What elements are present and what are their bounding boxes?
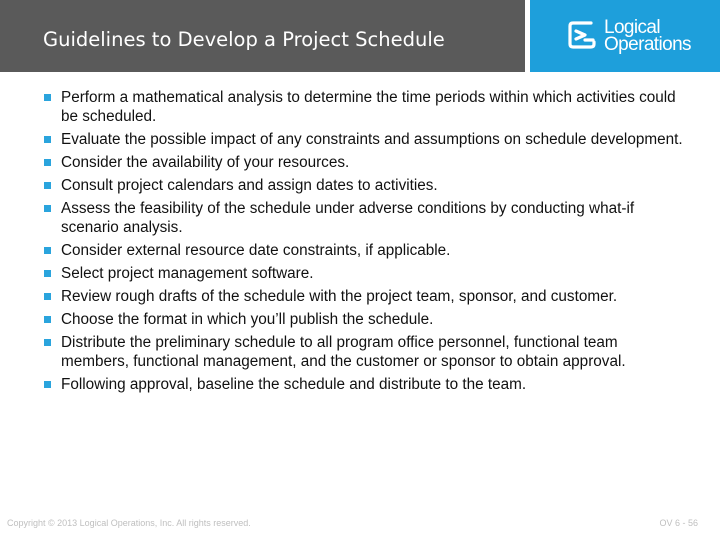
bullet-square-icon [44, 247, 51, 254]
page-number: OV 6 - 56 [659, 518, 698, 528]
bullet-square-icon [44, 94, 51, 101]
bullet-square-icon [44, 339, 51, 346]
bullet-square-icon [44, 159, 51, 166]
bullet-text: Following approval, baseline the schedule and distribute to the team. [61, 376, 527, 393]
list-item [43, 333, 683, 371]
bullet-text: Consult project calendars and assign dates to activities. [61, 177, 438, 194]
list-item [43, 153, 683, 172]
bullet-text: Consider the availability of your resources. [61, 154, 350, 171]
bullet-list [43, 88, 683, 398]
list-item [43, 287, 683, 306]
list-item [43, 130, 683, 149]
title-bar [0, 0, 525, 72]
bullet-text: Distribute the preliminary schedule to all program office personnel, functional team members, functional management, and the customer or sponsor to obtain approval. [61, 334, 626, 370]
bullet-text: Perform a mathematical analysis to determine the time periods within which activities could be scheduled. [61, 89, 676, 125]
list-item [43, 88, 683, 126]
logical-operations-logo-icon [567, 20, 597, 50]
bullet-square-icon [44, 182, 51, 189]
logo-text-line2: Operations [604, 34, 691, 55]
list-item [43, 241, 683, 260]
list-item [43, 264, 683, 283]
list-item [43, 176, 683, 195]
logo [530, 0, 720, 72]
bullet-square-icon [44, 270, 51, 277]
bullet-text: Select project management software. [61, 265, 314, 282]
bullet-square-icon [44, 316, 51, 323]
bullet-square-icon [44, 205, 51, 212]
bullet-square-icon [44, 381, 51, 388]
bullet-text: Consider external resource date constraints, if applicable. [61, 242, 451, 259]
footer-copyright: Copyright © 2013 Logical Operations, Inc. All rights reserved. [7, 518, 251, 528]
bullet-square-icon [44, 293, 51, 300]
bullet-square-icon [44, 136, 51, 143]
bullet-text: Review rough drafts of the schedule with the project team, sponsor, and customer. [61, 288, 618, 305]
list-item [43, 375, 683, 394]
logo-text-line1: Logical [604, 17, 661, 38]
page-title: Guidelines to Develop a Project Schedule [43, 28, 445, 51]
bullet-text: Assess the feasibility of the schedule under adverse conditions by conducting what-if scenario analysis. [61, 200, 635, 236]
bullet-text: Evaluate the possible impact of any constraints and assumptions on schedule development. [61, 131, 683, 148]
list-item [43, 310, 683, 329]
list-item [43, 199, 683, 237]
bullet-text: Choose the format in which you’ll publish the schedule. [61, 311, 434, 328]
